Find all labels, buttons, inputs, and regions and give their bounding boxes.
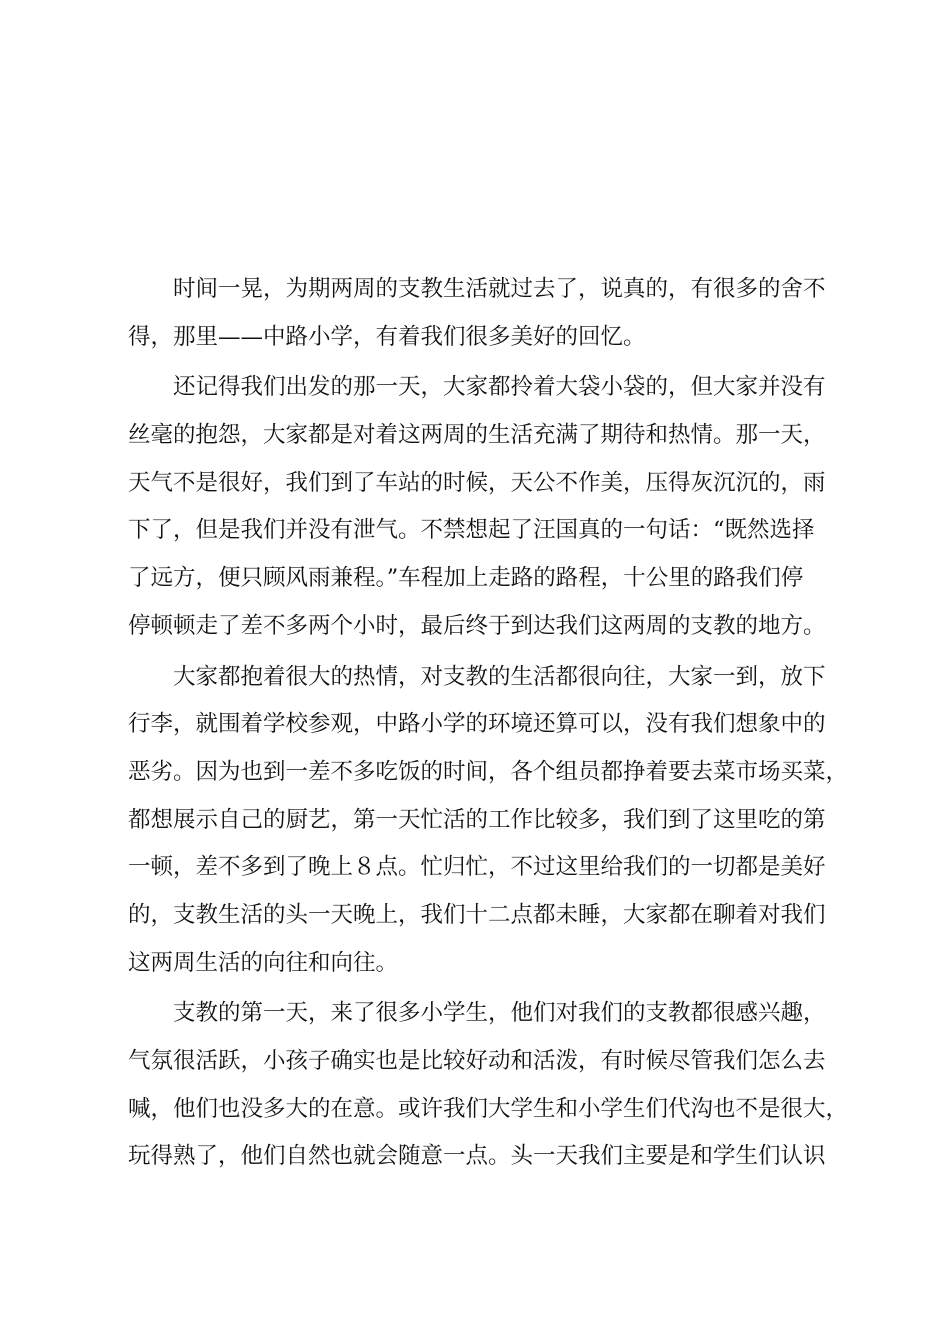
text-line: 丝毫的抱怨，大家都是对着这两周的生活充满了期待和热情。那一天，: [128, 422, 826, 449]
text-line: 都想展示自己的厨艺，第一天忙活的工作比较多，我们到了这里吃的第: [128, 806, 826, 833]
text-line: 一顿，差不多到了晚上８点。忙归忙，不过这里给我们的一切都是美好: [128, 854, 826, 881]
paragraph-2: [128, 364, 828, 650]
text-line: 天气不是很好，我们到了车站的时候，天公不作美，压得灰沉沉的，雨: [128, 469, 826, 496]
text-line: 恶劣。因为也到一差不多吃饭的时间，各个组员都挣着要去菜市场买菜，: [128, 758, 849, 785]
paragraph-1: [128, 266, 828, 361]
text-line: 支教的第一天，来了很多小学生，他们对我们的支教都很感兴趣，: [173, 1000, 826, 1027]
text-line: 的，支教生活的头一天晚上，我们十二点都未睡，大家都在聊着对我们: [128, 901, 826, 928]
document-body: [128, 266, 849, 1181]
text-line: 得，那里——中路小学，有着我们很多美好的回忆。: [128, 323, 646, 350]
paragraph-4: [128, 990, 849, 1181]
text-line: 喊，他们也没多大的在意。或许我们大学生和小学生们代沟也不是很大，: [128, 1095, 849, 1122]
text-line: 玩得熟了，他们自然也就会随意一点。头一天我们主要是和学生们认识: [128, 1143, 826, 1170]
text-line: 停顿顿走了差不多两个小时，最后终于到达我们这两周的支教的地方。: [128, 612, 826, 639]
text-line: 了远方，便只顾风雨兼程。”车程加上走路的路程，十公里的路我们停: [128, 565, 804, 592]
text-line: 气氛很活跃，小孩子确实也是比较好动和活泼，有时候尽管我们怎么去: [128, 1048, 826, 1074]
text-line: 下了，但是我们并没有泄气。不禁想起了汪国真的一句话：“既然选择: [128, 517, 815, 544]
text-line: 还记得我们出发的那一天，大家都拎着大袋小袋的，但大家并没有: [173, 374, 826, 401]
text-line: 时间一晃，为期两周的支教生活就过去了，说真的，有很多的舍不: [173, 276, 826, 302]
text-line: 大家都抱着很大的热情，对支教的生活都很向往，大家一到，放下: [173, 663, 826, 690]
text-line: 行李，就围着学校参观，中路小学的环境还算可以，没有我们想象中的: [128, 711, 826, 738]
paragraph-3: [128, 654, 849, 988]
text-line: 这两周生活的向往和向往。: [128, 949, 399, 976]
